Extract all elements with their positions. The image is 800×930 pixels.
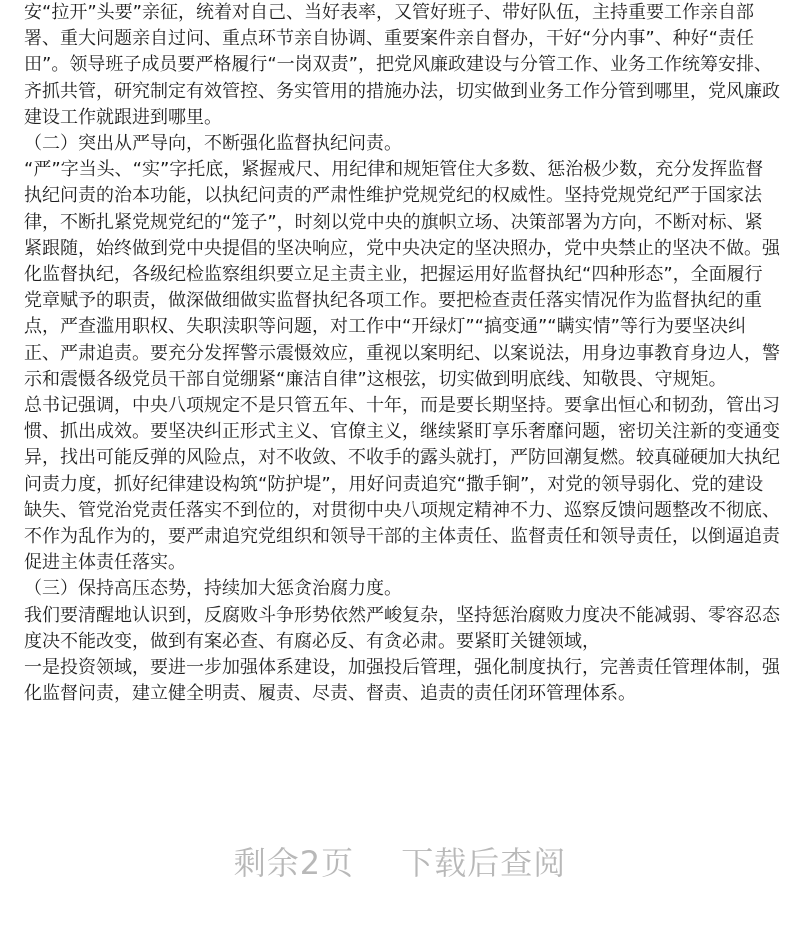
paragraph: 我们要清醒地认识到，反腐败斗争形势依然严峻复杂，坚持惩治腐败力度决不能减弱、零容忍态度决不能改变，做到有案必查、有腐必反、有贪必肃。要紧盯关键领域， bbox=[24, 604, 780, 652]
paragraph: “严”字当头、“实”字托底，紧握戒尺、用纪律和规矩管住大多数、惩治极少数，充分发挥监督执纪问责的治本功能，以执纪问责的严肃性维护党规党纪的权威性。坚持党规党纪严于国家法律，不断扎紧党规党纪的“笼子”，时刻以党中央的旗帜立场、决策部署为方向，不断对标、紧紧跟随，始终做到党中央提倡的坚决响应，党中央决定的坚决照办，党中央禁止的坚决不做。强化监督执纪，各级纪检监察组织要立足主责主业，把握运用好监督执纪“四种形态”，全面履行党章赋予的职责，做深做细做实监督执纪各项工作。要把检查责任落实情况作为监督执纪的重点，严查滥用职权、失职渎职等问题，对工作中“开绿灯”“搞变通”“瞒实情”等行为要坚决纠正、严肃追责。要充分发挥警示震慑效应，重视以案明纪、以案说法，用身边事教育身边人，警示和震慑各级党员干部自觉绷紧“廉洁自律”这根弦，切实做到明底线、知敬畏、守规矩。 bbox=[24, 159, 780, 390]
paragraph: 总书记强调，中央八项规定不是只管五年、十年，而是要长期坚持。要拿出恒心和韧劲，管出习惯、抓出成效。要坚决纠正形式主义、官僚主义，继续紧盯享乐奢靡问题，密切关注新的变通变异，找出可能反弹的风险点，对不收敛、不收手的露头就打，严防回潮复燃。较真碰硬加大执纪问责力度，抓好纪律建设构筑“防护堤”，用好问责追究“撒手锏”，对党的领导弱化、党的建设缺失、管党治党责任落实不到位的，对贯彻中央八项规定精神不力、巡察反馈问题整改不彻底、不作为乱作为的，要严肃追究党组织和领导干部的主体责任、监督责任和领导责任，以倒逼追责促进主体责任落实。 bbox=[24, 395, 780, 574]
paragraph-continued: 安“拉开”头要”亲征，统着对自己、当好表率，又管好班子、带好队伍，主持重要工作亲自部署、重大问题亲自过问、重点环节亲自协调、重要案件亲自督办，干好“分内事”、种好“责任田”。领导班子成员要严格履行“一岗双责”，把党风廉政建设与分管工作、业务工作统筹安排、齐抓共管，研究制定有效管控、务实管用的措施办法，切实做到业务工作分管到哪里，党风廉政建设工作就跟进到哪里。 bbox=[24, 2, 780, 128]
download-to-view-banner[interactable] bbox=[0, 838, 800, 884]
download-to-view-label[interactable]: 下载后查阅 bbox=[401, 844, 567, 882]
remaining-pages-label: 剩余2页 bbox=[233, 844, 355, 882]
paragraph: 一是投资领域，要进一步加强体系建设，加强投后管理，强化制度执行，完善责任管理体制，强化监督问责，建立健全明责、履责、尽责、督责、追责的责任闭环管理体系。 bbox=[24, 657, 780, 705]
section-heading-3: （三）保持高压态势，持续加大惩贪治腐力度。 bbox=[24, 578, 402, 600]
section-heading-2: （二）突出从严导向，不断强化监督执纪问责。 bbox=[24, 133, 402, 155]
document-body bbox=[24, 0, 780, 707]
